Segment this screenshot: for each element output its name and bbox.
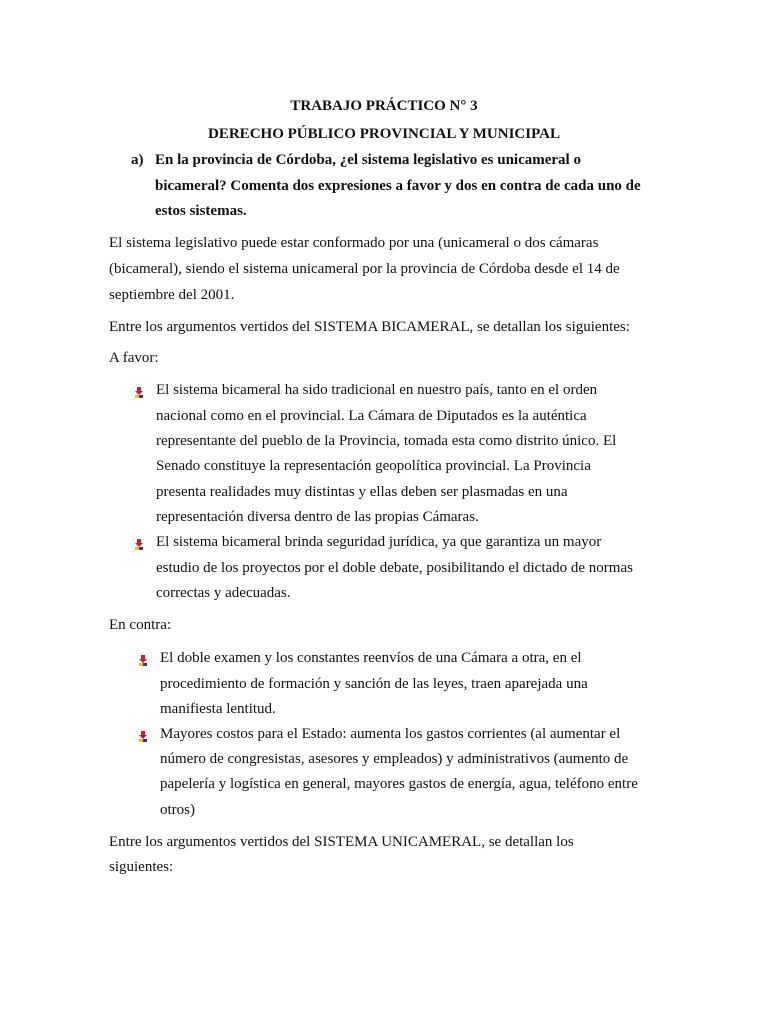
favor-item-line: estudio de los proyectos por el doble debate, posibilitando el dictado de normas <box>156 560 633 576</box>
question-line: estos sistemas. <box>155 203 247 219</box>
favor-label: A favor: <box>109 350 159 366</box>
question-line: bicameral? Comenta dos expresiones a favor y dos en contra de cada uno de <box>155 178 641 194</box>
question-marker: a) <box>131 152 144 168</box>
contra-label: En contra: <box>109 617 172 633</box>
contra-item-line: El doble examen y los constantes reenvíos de una Cámara a otra, en el <box>160 650 582 666</box>
arrow-bullet-icon <box>138 654 150 666</box>
question-line: En la provincia de Córdoba, ¿el sistema legislativo es unicameral o <box>155 152 581 168</box>
favor-item-line: El sistema bicameral brinda seguridad jurídica, ya que garantiza un mayor <box>156 534 602 550</box>
bicameral-intro: Entre los argumentos vertidos del SISTEMA BICAMERAL, se detallan los siguientes: <box>109 319 630 335</box>
contra-item-line: otros) <box>160 802 195 818</box>
document-title: TRABAJO PRÁCTICO N° 3 <box>290 98 478 114</box>
intro-line: El sistema legislativo puede estar conformado por una (unicameral o dos cámaras <box>109 235 599 251</box>
unicameral-intro-line: siguientes: <box>109 859 174 875</box>
arrow-bullet-icon <box>134 538 146 550</box>
intro-line: septiembre del 2001. <box>109 287 235 303</box>
favor-item-line: El sistema bicameral ha sido tradicional en nuestro país, tanto en el orden <box>156 382 598 398</box>
contra-item-line: manifiesta lentitud. <box>160 701 276 717</box>
contra-item-line: número de congresistas, asesores y empleados) y administrativos (aumento de <box>160 751 629 767</box>
favor-item-line: representante del pueblo de la Provincia, tomada esta como distrito único. El <box>156 433 617 449</box>
arrow-bullet-icon <box>134 386 146 398</box>
unicameral-intro-line: Entre los argumentos vertidos del SISTEMA UNICAMERAL, se detallan los <box>109 834 574 850</box>
favor-item-line: representación diversa dentro de las propias Cámaras. <box>156 509 479 525</box>
arrow-bullet-icon <box>138 730 150 742</box>
contra-item-line: papelería y logística en general, mayores gastos de energía, agua, teléfono entre <box>160 776 638 792</box>
intro-line: (bicameral), siendo el sistema unicameral por la provincia de Córdoba desde el 14 de <box>109 261 620 277</box>
favor-item-line: presenta realidades muy distintas y ellas deben ser plasmadas en una <box>156 484 568 500</box>
contra-item-line: procedimiento de formación y sanción de las leyes, traen aparejada una <box>160 676 588 692</box>
document-subtitle: DERECHO PÚBLICO PROVINCIAL Y MUNICIPAL <box>208 126 560 142</box>
favor-item-line: correctas y adecuadas. <box>156 585 291 601</box>
favor-item-line: nacional como en el provincial. La Cámara de Diputados es la auténtica <box>156 408 587 424</box>
favor-item-line: Senado constituye la representación geopolítica provincial. La Provincia <box>156 458 591 474</box>
contra-item-line: Mayores costos para el Estado: aumenta los gastos corrientes (al aumentar el <box>160 726 621 742</box>
